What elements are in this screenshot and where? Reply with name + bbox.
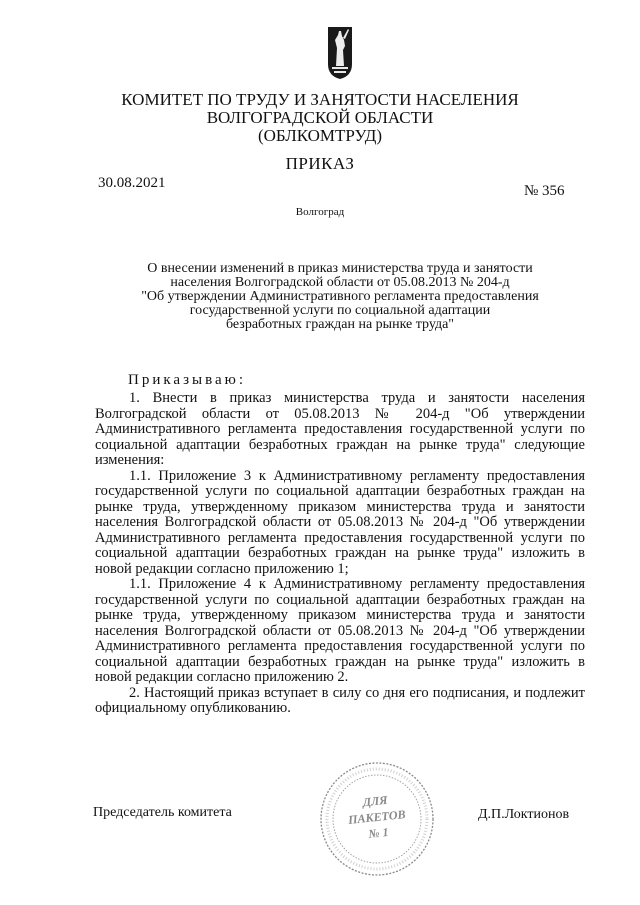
title-line: государственной услуги по социальной адаптации [189,303,491,318]
signatory-name: Д.П.Локтионов [478,807,570,822]
stamp-line1: ДЛЯ [362,792,389,810]
paragraph-1-1-appendix-3: 1.1. Приложение 3 к Административному регламенту предоставления государственной услуги по социальной адаптации безработных граждан на рынке труда, утвержденному приказом министерства труда и занятости населения Волгоградской области от 05.08.2013 № 204-д "Об утверждении Административного регламента предоставления государственной услуги по социальной адаптации безработных граждан на рынке труда" изложить в новой редакции согласно приложению 1; [95,467,585,577]
organization-name-line2: ВОЛГОГРАДСКОЙ ОБЛАСТИ [206,108,434,127]
title-line: О внесении изменений в приказ министерства труда и занятости [147,261,533,276]
signatory-title: Председатель комитета [93,805,232,820]
title-line: безработных граждан на рынке труда" [225,317,455,332]
paragraph-1-1-appendix-4: 1.1. Приложение 4 к Административному регламенту предоставления государственной услуги по социальной адаптации безработных граждан на рынке труда, утвержденному приказом министерства труда и занятости населения Волгоградской области от 05.08.2013 № 204-д "Об утверждении Административного регламента предоставления государственной услуги по социальной адаптации безработных граждан на рынке труда" изложить в новой редакции согласно приложению 2. [95,576,585,685]
stamp-line3: № 1 [367,824,390,841]
document-body [95,391,585,717]
organization-name-line1: КОМИТЕТ ПО ТРУДУ И ЗАНЯТОСТИ НАСЕЛЕНИЯ [121,90,519,109]
paragraph-1: 1. Внести в приказ министерства труда и занятости населения Волгоградской области от 05.08.2013 № 204-д "Об утверждении Административного регламента предоставления государственной услуги по социальной адаптации безработных граждан на рынке труда" следующие изменения: [95,390,585,468]
title-line: "Об утверждении Административного регламента предоставления [141,289,539,304]
stamp-line2: ПАКЕТОВ [347,807,407,827]
document-type: ПРИКАЗ [285,154,355,173]
document-date: 30.08.2021 [98,175,166,191]
document-number: № 356 [524,183,565,199]
stamp-text [318,760,436,878]
paragraph-2: 2. Настоящий приказ вступает в силу со дня его подписания, и подлежит официальному опубликованию. [95,684,585,716]
document-city: Волгоград [295,206,345,218]
order-directive-word: Приказываю: [128,372,246,388]
document-title [90,262,590,332]
coat-of-arms-emblem-icon [327,26,353,80]
title-line: населения Волгоградской области от 05.08.2013 № 204-д [170,275,510,290]
organization-abbreviation: (ОБЛКОМТРУД) [257,126,383,145]
